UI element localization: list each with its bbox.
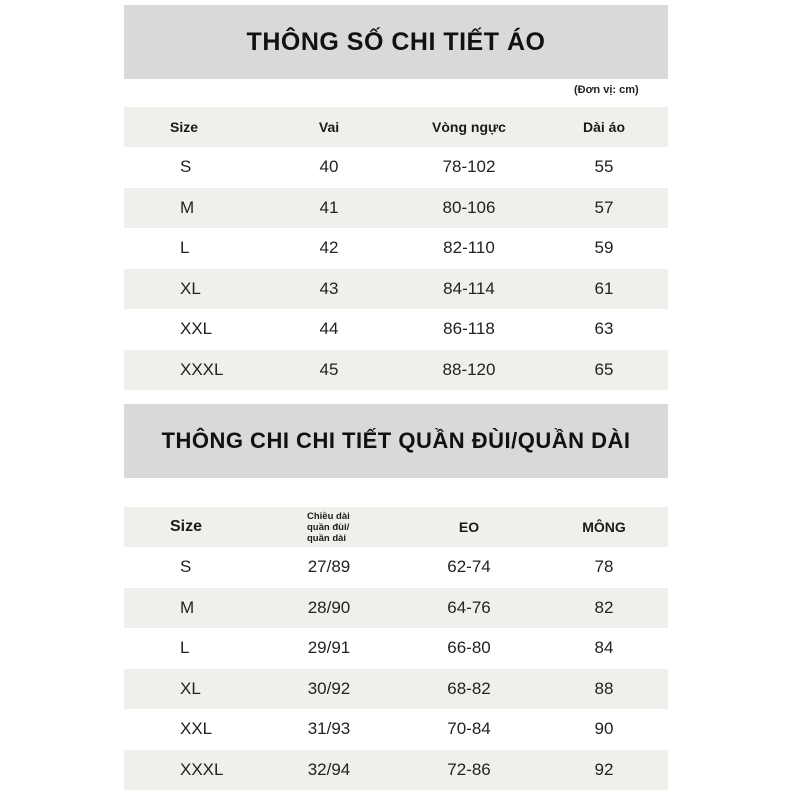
- table-row: [124, 750, 668, 791]
- shirt-cell-value-2: 80-106: [442, 197, 496, 217]
- pants-cell-value-2: 64-76: [447, 597, 491, 617]
- shirt-cell-value-3: 65: [594, 359, 614, 379]
- pants-cell-value-3: 88: [594, 678, 614, 698]
- shirt-cell-value-3: 55: [594, 157, 614, 177]
- shirt-cell-value-2: 88-120: [442, 359, 496, 379]
- shirt-size-table: [124, 107, 668, 390]
- shirt-cell-size: S: [180, 157, 192, 177]
- header-pants-length: [307, 507, 387, 547]
- pants-cell-value-3: 90: [594, 719, 614, 739]
- table-row: [124, 228, 668, 269]
- table-row: [124, 709, 668, 750]
- table-row: [124, 269, 668, 310]
- unit-note: (Đơn vị: cm): [574, 84, 639, 96]
- table-header-row: [124, 507, 668, 547]
- table-row: [124, 309, 668, 350]
- pants-cell-size: L: [180, 638, 190, 658]
- shirt-cell-value-2: 84-114: [443, 278, 495, 298]
- pants-cell-value-1: 29/91: [307, 638, 351, 658]
- shirt-cell-value-1: 41: [319, 197, 339, 217]
- shirt-cell-size: XXL: [180, 319, 213, 339]
- header-pants-length-line: Chiều dài: [307, 510, 350, 522]
- shirt-size-title: THÔNG SỐ CHI TIẾT ÁO: [124, 5, 668, 79]
- table-row: [124, 588, 668, 629]
- table-row: [124, 547, 668, 588]
- shirt-cell-value-1: 40: [319, 157, 339, 177]
- header-waist: EO: [458, 519, 480, 535]
- table-row: [124, 147, 668, 188]
- pants-size-table: [124, 507, 668, 790]
- shirt-cell-value-3: 59: [594, 238, 614, 258]
- pants-cell-value-1: 30/92: [307, 678, 351, 698]
- pants-cell-size: S: [180, 557, 192, 577]
- table-row: [124, 188, 668, 229]
- pants-cell-size: XXL: [180, 719, 213, 739]
- table-row: [124, 628, 668, 669]
- pants-cell-value-3: 82: [594, 597, 614, 617]
- header-pants-length-line: quần đùi/: [307, 521, 350, 533]
- pants-cell-value-3: 78: [594, 557, 614, 577]
- shirt-cell-size: XXXL: [180, 359, 224, 379]
- shirt-cell-value-2: 86-118: [443, 319, 495, 339]
- pants-size-title: THÔNG CHI CHI TIẾT QUẦN ĐÙI/QUẦN DÀI: [124, 404, 668, 478]
- shirt-cell-value-2: 82-110: [443, 238, 495, 258]
- shirt-cell-size: XL: [180, 278, 201, 298]
- pants-cell-size: XL: [180, 678, 201, 698]
- pants-cell-value-1: 32/94: [307, 759, 351, 779]
- shirt-cell-value-2: 78-102: [442, 157, 496, 177]
- shirt-cell-value-1: 45: [319, 359, 339, 379]
- header-pants-length-line: quần dài: [307, 532, 347, 544]
- table-header-row: [124, 107, 668, 147]
- header-shoulder: Vai: [318, 119, 340, 135]
- shirt-cell-value-3: 57: [594, 197, 614, 217]
- shirt-cell-value-1: 42: [319, 238, 339, 258]
- pants-cell-value-2: 62-74: [447, 557, 491, 577]
- table-row: [124, 669, 668, 710]
- table-row: [124, 350, 668, 391]
- shirt-cell-value-1: 44: [319, 319, 339, 339]
- pants-cell-size: XXXL: [180, 759, 224, 779]
- pants-cell-value-1: 28/90: [307, 597, 351, 617]
- shirt-cell-size: M: [180, 197, 195, 217]
- shirt-cell-size: L: [180, 238, 190, 258]
- header-size: Size: [170, 518, 203, 535]
- pants-cell-size: M: [180, 597, 195, 617]
- shirt-cell-value-1: 43: [319, 278, 339, 298]
- header-size: Size: [170, 119, 199, 135]
- pants-cell-value-3: 84: [594, 638, 614, 658]
- shirt-cell-value-3: 61: [594, 278, 614, 298]
- pants-cell-value-2: 72-86: [447, 759, 491, 779]
- pants-cell-value-3: 92: [594, 759, 614, 779]
- pants-cell-value-2: 66-80: [447, 638, 491, 658]
- pants-cell-value-1: 31/93: [307, 719, 351, 739]
- header-chest: Vòng ngực: [432, 119, 506, 135]
- pants-cell-value-2: 70-84: [447, 719, 491, 739]
- header-shirt-length: Dài áo: [582, 119, 625, 135]
- pants-cell-value-1: 27/89: [307, 557, 351, 577]
- header-hip: MÔNG: [582, 519, 626, 535]
- shirt-cell-value-3: 63: [594, 319, 614, 339]
- pants-cell-value-2: 68-82: [447, 678, 491, 698]
